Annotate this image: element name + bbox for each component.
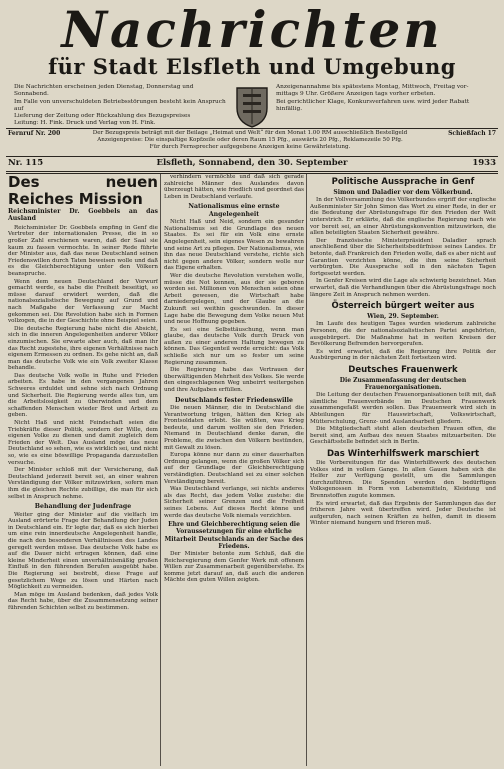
price-line: Für durch Fernsprecher aufgegebene Anzeigen keine Gewährleistung. [149, 144, 351, 150]
info-line: Leitung: H. Fink. Druck und Verlag von H. Fink. [14, 120, 156, 127]
dateline [8, 158, 496, 170]
post-box: Schießfach 17 [448, 130, 496, 137]
paragraph: verhindern vermöchte und daß sich gerade zahlreiche Männer des Auslandes davon überzeugt hätten, wie friedlich und geordnet das Leben in Deutschland verlaufe. [164, 174, 304, 200]
column-3 [310, 174, 496, 766]
divider [6, 171, 498, 172]
bold-statement: Ehre und Gleichberechtigung seien die Voraussetzungen für eine ehrliche Mitarbeit Deutschlands an der Sache des Friedens. [164, 521, 304, 550]
divider [6, 156, 498, 157]
paragraph: Reichsminister Dr. Goebbels empfing in Genf die Vertreter der internationalen Presse, die in so großer Zahl erschienen waren, daß der Saal sie kaum zu fassen vermochte. In seiner Rede führte der Minister aus, daß das neue Deutschland seinen Friedenswillen durch Taten beweisen wolle und daß es die Gleichberechtigung unter den Völkern beanspruche. [8, 224, 158, 277]
paragraph: Europa könne nur dann zu einer dauerhaften Ordnung gelangen, wenn die großen Völker sich auf der Grundlage der Gleichberechtigung verständigten. Deutschland sei zu einer solchen Verständigung bereit. [164, 452, 304, 485]
paragraph: Wer die deutsche Revolution verstehen wolle, müsse die Not kennen, aus der sie geboren worden sei. Millionen von Menschen seien ohne Arbeit gewesen, die Wirtschaft habe darniedergelegen, und der Glaube an die Zukunft sei weithin geschwunden. In dieser Lage habe die Bewegung dem Volke neuen Mut und neue Hoffnung gegeben. [164, 272, 304, 326]
paragraph: Im Laufe des heutigen Tages wurden wiederum zahlreiche Personen, die der nationalsozialistischen Partei angehörten, ausgebürgert. Die Maßnahme hat in weiten Kreisen der Bevölkerung Befremden hervorgerufen. [310, 321, 496, 348]
column-divider [160, 174, 161, 766]
info-line: Lieferung der Zeitung oder Rückzahlung des Bezugspreises [14, 113, 191, 120]
publication-info-right [276, 84, 490, 113]
paragraph: Nicht Haß und Neid, sondern ein gesunder Nationalismus sei die Grundlage des neuen Staates. Es sei für ein Volk eine ernste Angelegenheit, sein eigenes Wesen zu bewahren und seine Art zu pflegen. Der Nationalismus, wie ihn das neue Deutschland verstehe, richte sich nicht gegen andere Völker, sondern wolle nur das Eigene erhalten. [164, 219, 304, 272]
section-heading: Behandlung der Judenfrage [34, 503, 132, 511]
paragraph: Man möge im Ausland bedenken, daß jedes Volk das Recht habe, über die Zusammensetzung seiner führenden Schichten selbst zu bestimmen. [8, 591, 158, 611]
coat-of-arms-icon [234, 84, 270, 128]
paragraph: Die neuen Männer, die in Deutschland die Verantwortung trügen, hätten den Krieg als Frontsoldaten erlebt. Sie wüßten, was Krieg bedeute, und darum wollten sie den Frieden. Niemand in Deutschland denke daran, die Probleme, die zwischen den Völkern bestünden, mit Gewalt zu lösen. [164, 405, 304, 451]
masthead-subtitle: für Stadt Elsfleth und Umgebung [48, 54, 456, 79]
section-heading: Deutschlands fester Friedenswille [175, 396, 293, 404]
column-1 [8, 174, 158, 766]
paragraph: Weiter ging der Minister auf die vielfach im Ausland erörterte Frage der Behandlung der Juden in Deutschland ein. Er legte dar, daß es sich hierbei um eine rein innerdeutsche Angelegenheit handle, die nach den besonderen Verhältnissen des Landes geregelt werden müsse. Das deutsche Volk habe es auf die Dauer nicht ertragen können, daß eine kleine Minderheit einen unverhältnismäßig großen Einfluß in den führenden Berufen ausgeübt habe. Die Regierung sei bestrebt, diese Frage auf gesetzlichem Wege zu lösen und Härten nach Möglichkeit zu vermeiden. [8, 511, 158, 591]
issue-year: 1933 [472, 158, 496, 168]
phone-number: Fernruf Nr. 200 [8, 130, 61, 137]
paragraph: Die Regierung habe das Vertrauen der überwältigenden Mehrheit des Volkes. Sie werde den eingeschlagenen Weg unbeirrt weitergehen und ihre Aufgaben erfüllen. [164, 367, 304, 394]
paragraph: In der Vollversammlung des Völkerbundes ergriff der englische Außenminister Sir John Simon das Wort zu einer Rede, in der er die Bedeutung der Abrüstungsfrage für den Frieden der Welt unterstrich. Er erklärte, daß die englische Regierung nach wie vor bereit sei, an einer Abrüstungskonvention mitzuwirken, die allen beteiligten Staaten Sicherheit gewähre. [310, 197, 496, 237]
subscription-strip [8, 130, 496, 156]
masthead-title: Nachrichten [61, 0, 443, 59]
paragraph: Nicht Haß und nicht Feindschaft seien die Triebkräfte dieser Politik, sondern der Wille, dem eigenen Volke zu dienen und damit zugleich dem Frieden der Welt. Das Ausland möge das neue Deutschland so sehen, wie es wirklich sei, und nicht so, wie es eine böswillige Propaganda darzustellen versuche. [8, 420, 158, 466]
section-heading: Nationalismus eine ernste Angelegenheit [188, 203, 280, 218]
info-line: Anzeigenannahme bis spätestens Montag, Mittwoch, Freitag vor- [276, 84, 469, 90]
paragraph: Das deutsche Volk wolle in Ruhe und Frieden arbeiten. Es habe in den vergangenen Jahren Schweres erduldet und sehne sich nach Ordnung und Sicherheit. Die Regierung werde alles tun, um die Arbeitslosigkeit zu überwinden und dem schaffenden Menschen wieder Brot und Arbeit zu geben. [8, 372, 158, 419]
price-info [82, 130, 418, 151]
publication-info-left [14, 84, 228, 128]
price-line: Der Bezugspreis beträgt mit der Beilage „Heimat und Welt“ für den Monat 1.00 RM ausschließlich Bestellgeld [92, 130, 408, 136]
paragraph: Die Leitung der deutschen Frauenorganisationen teilt mit, daß sämtliche Frauenverbände im Deutschen Frauenwerk zusammengefaßt werden sollen. Das Frauenwerk wird sich in Abteilungen für Hauswirtschaft, Volkswirtschaft, Mütterschulung, Grenz- und Auslandsarbeit gliedern. [310, 392, 496, 425]
paragraph: Wenn dem neuen Deutschland der Vorwurf gemacht werde, es habe die Freiheit beseitigt, so müsse darauf erwidert werden, daß die nationalsozialistische Bewegung auf Grund und nach Maßgabe der Verfassung zur Macht gekommen sei. Die Revolution habe sich in Formen vollzogen, die in der Geschichte ohne Beispiel seien. [8, 278, 158, 325]
info-line: Die Nachrichten erscheinen jeden Dienstag, Donnerstag und Sonnabend. [14, 84, 194, 98]
paragraph: Der Minister schloß mit der Versicherung, daß Deutschland jederzeit bereit sei, an einer wahren Verständigung der Völker mitzuwirken, sofern man ihm die gleichen Rechte zubillige, die man für sich selbst in Anspruch nehme. [8, 467, 158, 500]
issue-date: Elsfleth, Sonnabend, den 30. September [156, 158, 348, 168]
price-line: Anzeigenpreise: Die einspaltige Kopfzeile oder deren Raum 15 Pfg., auswärts 20 Pfg., Reklamezeile 50 Pfg. [97, 137, 403, 143]
paragraph: Es sei eine Selbsttäuschung, wenn man glaube, das deutsche Volk durch Druck von außen zu einer anderen Haltung bewegen zu können. Das Gegenteil werde erreicht: das Volk schließe sich nur um so fester um seine Regierung zusammen. [164, 326, 304, 366]
paragraph: Die deutsche Regierung habe nicht die Absicht, sich in die inneren Angelegenheiten anderer Völker einzumischen. Sie erwarte aber auch, daß man ihr das Recht zugestehe, ihre eigenen Verhältnisse nach eigenem Ermessen zu ordnen. Es gehe nicht an, daß man das deutsche Volk wie ein Volk zweiter Klasse behandle. [8, 325, 158, 372]
paragraph: In Genfer Kreisen wird die Lage als schwierig bezeichnet. Man erwartet, daß die Verhandlungen über die Abrüstungsfrage noch längere Zeit in Anspruch nehmen werden. [310, 278, 496, 298]
paragraph: Die Vorbereitungen für das Winterhilfswerk des deutschen Volkes sind in vollem Gange. In allen Gauen haben sich die Helfer zur Verfügung gestellt, um die Sammlungen durchzuführen. Die Spenden werden den bedürftigen Volksgenossen in Form von Lebensmitteln, Kleidung und Brennstoffen zugute kommen. [310, 460, 496, 499]
paragraph: Der französische Ministerpräsident Daladier sprach anschließend über die Sicherheitsbedürfnisse seines Landes. Er betonte, daß Frankreich den Frieden wolle, daß es aber nicht auf Garantien verzichten könne, die ihm seine Sicherheit verbürgten. Die Aussprache soll in den nächsten Tagen fortgesetzt werden. [310, 237, 496, 277]
column-divider [306, 174, 307, 766]
info-line: mittags 9 Uhr. Größere Anzeigen tags vorher erbeten. [276, 91, 436, 98]
paragraph: Was Deutschland verlange, sei nichts anderes als das Recht, das jedem Volke zustehe: die Sicherheit seiner Grenzen und die Freiheit seines Lebens. Auf dieses Recht könne und werde das deutsche Volk niemals verzichten. [164, 486, 304, 519]
paragraph: Es wird erwartet, daß die Regierung ihre Politik der Ausbürgerung in der nächsten Zeit fortsetzen wird. [310, 348, 496, 362]
issue-number: Nr. 115 [8, 158, 44, 168]
section-subheading: Die Zusammenfassung der deutschen Frauenorganisationen. [339, 376, 467, 392]
column-2 [164, 174, 304, 766]
section-heading: Das Winterhilfswerk marschiert [326, 449, 480, 460]
headline: Politische Aussprache in Genf [331, 177, 475, 187]
paragraph: Es wird erwartet, daß das Ergebnis der Sammlungen das der früheren Jahre weit übertreffen wird. Jeder Deutsche ist aufgerufen, nach seinen Kräften zu helfen, damit in diesem Winter niemand hungern und frieren muß. [310, 500, 496, 527]
paragraph: Die Mitgliedschaft steht allen deutschen Frauen offen, die bereit sind, am Aufbau des neuen Staates mitzuarbeiten. Die Geschäftsstelle befindet sich in Berlin. [310, 426, 496, 446]
subheadline: Reichsminister Dr. Goebbels an das Ausland [8, 208, 158, 223]
section-heading: Deutsches Frauenwerk [348, 364, 458, 375]
paragraph: Der Minister betonte zum Schluß, daß die Reichsregierung dem Genfer Werk mit offenem Willen zur Zusammenarbeit gegenüberstehe. Es komme jetzt darauf an, daß auch die anderen Mächte den guten Willen zeigten. [164, 550, 304, 584]
section-heading: Österreich bürgert weiter aus [331, 301, 475, 312]
divider [6, 128, 498, 129]
info-line: Im Falle von unverschuldeten Betriebsstörungen besteht kein Anspruch auf [14, 98, 226, 112]
subheadline: Simon und Daladier vor dem Völkerbund. [333, 189, 473, 196]
headline: Des neuen Reiches Mission [8, 174, 158, 208]
info-line: Bei gerichtlicher Klage, Konkursverfahren usw. wird jeder Rabatt hinfällig. [276, 98, 470, 112]
section-dateline: Wien, 29. September. [367, 313, 439, 321]
